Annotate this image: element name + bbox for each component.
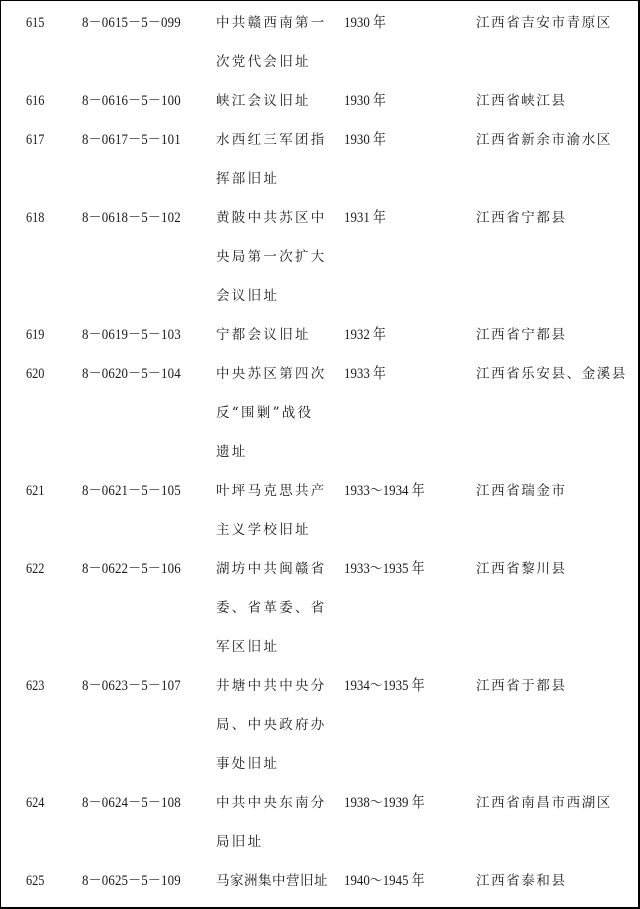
site-era xyxy=(344,82,476,121)
site-name-line: 会议旧址 xyxy=(216,288,280,304)
site-code: 8－0621－5－105 xyxy=(82,483,181,499)
site-name-line: 中共赣西南第一 xyxy=(216,15,327,31)
row-number: 620 xyxy=(26,366,45,382)
site-name xyxy=(216,784,344,862)
site-name xyxy=(216,121,344,199)
site-name xyxy=(216,355,344,472)
site-era xyxy=(344,316,476,355)
site-code: 8－0620－5－104 xyxy=(82,366,181,382)
table-row xyxy=(1,199,638,316)
site-location: 江西省黎川县 xyxy=(476,561,567,577)
table-row xyxy=(1,472,638,550)
site-location: 江西省瑞金市 xyxy=(476,483,567,499)
table-row xyxy=(1,4,638,82)
site-location: 江西省宁都县 xyxy=(476,327,567,343)
row-number: 624 xyxy=(26,795,45,811)
site-name-line: 委、省革委、省 xyxy=(216,600,327,616)
site-era-text: 1931 年 xyxy=(344,210,386,226)
site-era-text: 1938～1939 年 xyxy=(344,795,425,811)
site-location: 江西省新余市渝水区 xyxy=(476,132,612,148)
site-name-line: 湖坊中共闽赣省 xyxy=(216,561,327,577)
site-name-line: 黄陂中共苏区中 xyxy=(216,210,327,226)
site-name xyxy=(216,82,344,121)
table-row xyxy=(1,82,638,121)
site-name xyxy=(216,862,344,901)
table-row xyxy=(1,550,638,667)
row-number: 622 xyxy=(26,561,45,577)
site-code: 8－0624－5－108 xyxy=(82,795,181,811)
site-name-line: 遗址 xyxy=(216,444,248,460)
site-code: 8－0622－5－106 xyxy=(82,561,181,577)
site-name-line: 中共中央东南分 xyxy=(216,795,327,811)
row-number: 625 xyxy=(26,873,45,889)
site-era-text: 1930 年 xyxy=(344,15,386,31)
site-name-line: 峡江会议旧址 xyxy=(216,93,311,109)
site-name-line: 次党代会旧址 xyxy=(216,54,311,70)
site-era xyxy=(344,121,476,160)
row-number: 617 xyxy=(26,132,45,148)
site-era-text: 1930 年 xyxy=(344,132,386,148)
site-name-line: 主义学校旧址 xyxy=(216,522,311,538)
site-name xyxy=(216,4,344,82)
row-number: 619 xyxy=(26,327,45,343)
site-name-line: 宁都会议旧址 xyxy=(216,327,311,343)
site-name xyxy=(216,472,344,550)
table-row xyxy=(1,784,638,862)
site-era xyxy=(344,472,476,511)
row-number: 618 xyxy=(26,210,45,226)
site-name-line: 央局第一次扩大 xyxy=(216,249,327,265)
site-name-line: 反“围剿”战役 xyxy=(216,405,314,421)
site-code: 8－0619－5－103 xyxy=(82,327,181,343)
site-name-line: 叶坪马克思共产 xyxy=(216,483,327,499)
site-code: 8－0616－5－100 xyxy=(82,93,181,109)
site-code: 8－0615－5－099 xyxy=(82,15,181,31)
site-name-line: 井塘中共中央分 xyxy=(216,678,327,694)
site-code: 8－0617－5－101 xyxy=(82,132,181,148)
site-era xyxy=(344,862,476,901)
site-location: 江西省乐安县、金溪县 xyxy=(476,366,627,382)
table-row xyxy=(1,355,638,472)
site-location: 江西省峡江县 xyxy=(476,93,567,109)
site-era xyxy=(344,550,476,589)
site-era xyxy=(344,355,476,394)
site-location: 江西省宁都县 xyxy=(476,210,567,226)
table-row xyxy=(1,121,638,199)
site-era-text: 1940～1945 年 xyxy=(344,873,425,889)
row-number: 616 xyxy=(26,93,45,109)
site-era xyxy=(344,667,476,706)
site-code: 8－0625－5－109 xyxy=(82,873,181,889)
site-name-line: 挥部旧址 xyxy=(216,171,280,187)
site-name-line: 中央苏区第四次 xyxy=(216,366,327,382)
site-name xyxy=(216,316,344,355)
site-era xyxy=(344,784,476,823)
site-name-line: 军区旧址 xyxy=(216,639,280,655)
table-row xyxy=(1,316,638,355)
site-name xyxy=(216,667,344,784)
site-name-line: 局旧址 xyxy=(216,834,264,850)
site-location: 江西省南昌市西湖区 xyxy=(476,795,612,811)
site-name xyxy=(216,199,344,316)
site-location: 江西省于都县 xyxy=(476,678,567,694)
heritage-site-table xyxy=(1,4,638,901)
table-row xyxy=(1,667,638,784)
site-code: 8－0618－5－102 xyxy=(82,210,181,226)
site-name-line: 事处旧址 xyxy=(216,756,280,772)
site-era-text: 1932 年 xyxy=(344,327,386,343)
table-row xyxy=(1,862,638,901)
site-era-text: 1930 年 xyxy=(344,93,386,109)
row-number: 623 xyxy=(26,678,45,694)
site-name xyxy=(216,550,344,667)
site-era-text: 1934～1935 年 xyxy=(344,678,425,694)
row-number: 615 xyxy=(26,15,45,31)
site-location: 江西省吉安市青原区 xyxy=(476,15,612,31)
site-name-line: 局、中央政府办 xyxy=(216,717,327,733)
site-era-text: 1933 年 xyxy=(344,366,386,382)
site-era xyxy=(344,199,476,238)
site-name-line: 马家洲集中营旧址 xyxy=(216,873,328,889)
site-location: 江西省泰和县 xyxy=(476,873,567,889)
site-era-text: 1933～1935 年 xyxy=(344,561,425,577)
site-era-text: 1933～1934 年 xyxy=(344,483,425,499)
site-name-line: 水西红三军团指 xyxy=(216,132,327,148)
site-era xyxy=(344,4,476,43)
site-code: 8－0623－5－107 xyxy=(82,678,181,694)
row-number: 621 xyxy=(26,483,45,499)
